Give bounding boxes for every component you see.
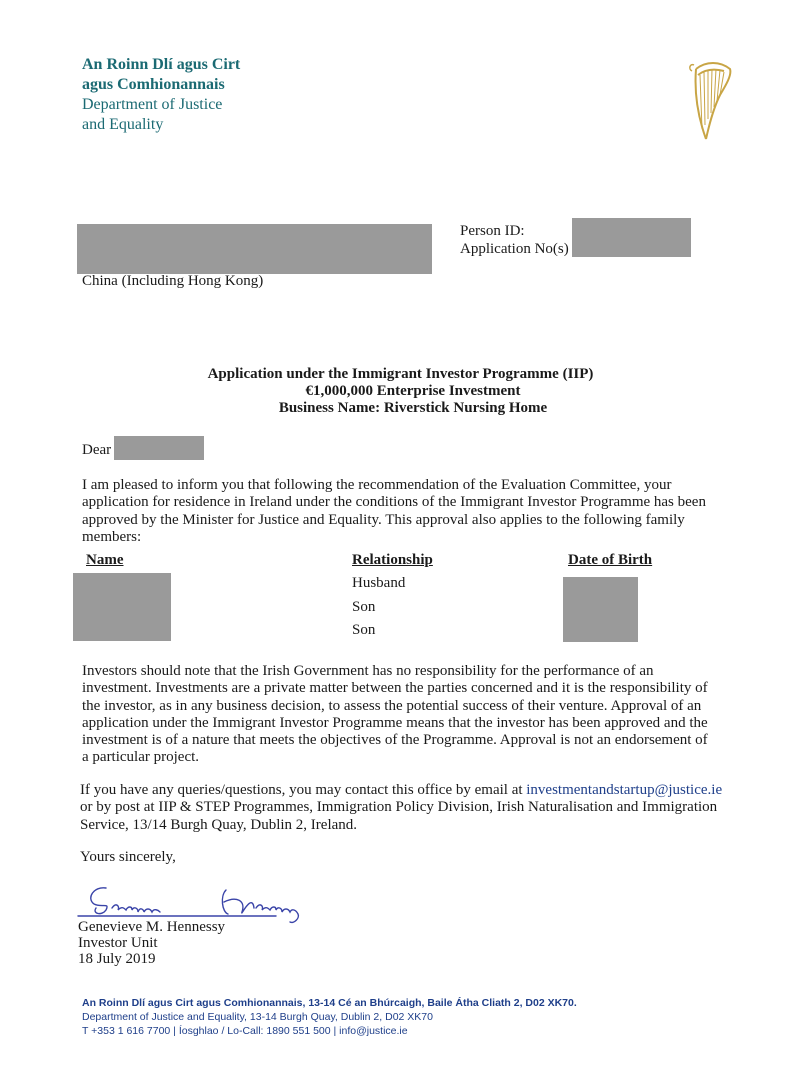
recipient-country: China (Including Hong Kong) bbox=[82, 273, 264, 289]
dept-english-line2: and Equality bbox=[82, 116, 164, 133]
redacted-application-ids bbox=[572, 218, 691, 257]
approval-line: I am pleased to inform you that following the recommendation of the Evaluation Committee, your bbox=[82, 477, 672, 493]
person-id-label: Person ID: bbox=[460, 223, 525, 239]
footer-irish-address: An Roinn Dlí agus Cirt agus Comhionannais, 13-14 Cé an Bhúrcaigh, Baile Átha Cliath 2, D02 XK70. bbox=[82, 997, 577, 1009]
handwritten-signature bbox=[76, 878, 336, 924]
disclaimer-line: investment is of a nature that meets the objectives of the Programme. Approval is not an endorsement of bbox=[82, 732, 708, 749]
closing: Yours sincerely, bbox=[80, 849, 176, 865]
harp-emblem-icon bbox=[686, 55, 736, 143]
redacted-dates-of-birth bbox=[563, 577, 638, 642]
relationship-cell: Husband bbox=[352, 575, 406, 591]
disclaimer-line: investment. Investments are a private matter between the parties concerned and it is the responsibility of bbox=[82, 680, 708, 697]
redacted-recipient-address bbox=[77, 224, 432, 274]
subject-line-1: Application under the Immigrant Investor Programme (IIP) bbox=[207, 366, 594, 382]
footer bbox=[82, 996, 577, 1038]
disclaimer-paragraph bbox=[82, 663, 752, 767]
redacted-addressee-name bbox=[114, 436, 204, 460]
signatory-name: Genevieve M. Hennessy bbox=[78, 919, 226, 935]
signatory-unit: Investor Unit bbox=[78, 935, 158, 951]
contact-line-3: Service, 13/14 Burgh Quay, Dublin 2, Ireland. bbox=[80, 816, 358, 833]
footer-contacts: T +353 1 616 7700 | Íosghlao / Lo-Call: 1890 551 500 | info@justice.ie bbox=[82, 1025, 408, 1037]
department-letterhead bbox=[82, 55, 240, 135]
contact-text: If you have any queries/questions, you may contact this office by email at bbox=[80, 782, 523, 798]
application-number-label: Application No(s) bbox=[460, 241, 569, 257]
table-header-dob: Date of Birth bbox=[568, 552, 653, 568]
redacted-family-names bbox=[73, 573, 171, 641]
letter-date: 18 July 2019 bbox=[78, 951, 156, 967]
disclaimer-line: the investor, as in any business decision, to assess the potential success of their venture. Approval of an bbox=[82, 697, 702, 714]
subject-line-3: Business Name: Riverstick Nursing Home bbox=[278, 400, 548, 416]
approval-line: application for residence in Ireland under the conditions of the Immigrant Investor Programme has been bbox=[82, 494, 706, 511]
contact-paragraph bbox=[80, 782, 760, 834]
contact-email-link[interactable]: investmentandstartup@justice.ie bbox=[526, 782, 723, 798]
footer-english-address: Department of Justice and Equality, 13-14 Burgh Quay, Dublin 2, D02 XK70 bbox=[82, 1011, 433, 1023]
contact-line-1 bbox=[80, 782, 760, 799]
table-header-relationship: Relationship bbox=[352, 552, 433, 568]
approval-line: members: bbox=[82, 528, 142, 545]
disclaimer-line: Investors should note that the Irish Government has no responsibility for the performance of an bbox=[82, 663, 654, 679]
approval-paragraph bbox=[82, 477, 742, 546]
greeting: Dear bbox=[82, 442, 112, 458]
dept-english-line1: Department of Justice bbox=[82, 96, 223, 113]
disclaimer-line: a particular project. bbox=[82, 749, 200, 766]
relationship-cell: Son bbox=[352, 599, 376, 615]
table-header-name: Name bbox=[86, 552, 124, 568]
approval-line: approved by the Minister for Justice and Equality. This approval also applies to the following family bbox=[82, 511, 685, 528]
dept-irish-line2: agus Comhionannais bbox=[82, 76, 225, 93]
disclaimer-line: application under the Immigrant Investor Programme means that the investor has been approved and the bbox=[82, 714, 708, 731]
relationship-cell: Son bbox=[352, 622, 376, 638]
contact-line-2: or by post at IIP & STEP Programmes, Immigration Policy Division, Irish Naturalisation and Immigration bbox=[80, 799, 718, 816]
dept-irish-line1: An Roinn Dlí agus Cirt bbox=[82, 56, 241, 73]
subject-line-2: €1,000,000 Enterprise Investment bbox=[305, 383, 521, 399]
